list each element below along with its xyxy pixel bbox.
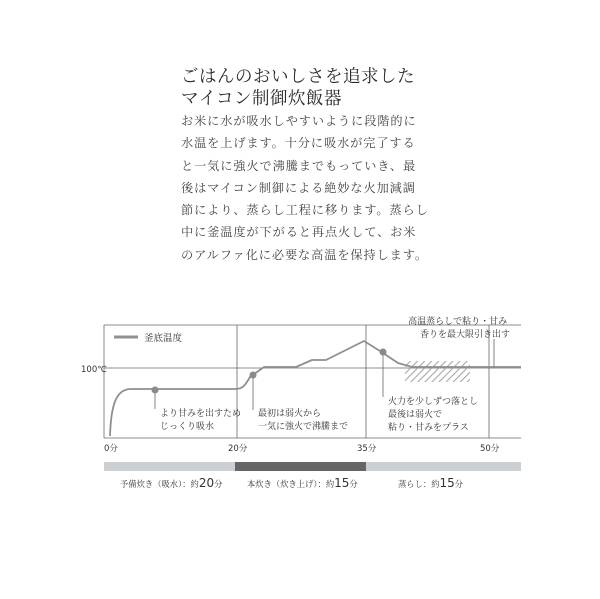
x-tick-label: 20分 [228, 444, 248, 454]
phase-unit: 分 [349, 479, 358, 489]
annotation-soak-line: じっくり吸水 [160, 422, 215, 432]
phase-label-cooking [247, 476, 358, 490]
annotation-soak-line: より甘みを出すため [160, 409, 242, 419]
annotation-steam-line: 香りを最大限引き出す [419, 330, 510, 340]
y-label-100c: 100℃ [81, 365, 107, 375]
annotation-fire-line: 火力を少しずつ落とし [388, 397, 479, 407]
marker-fire [380, 349, 387, 356]
description-line: のアルファ化に必要な高温を保持します。 [181, 247, 428, 262]
phase-bar-cooking [235, 462, 366, 471]
phase-unit: 分 [214, 479, 223, 489]
headline-line: ごはんのおいしさを追求した [181, 67, 415, 87]
x-tick-label: 0分 [104, 444, 118, 454]
marker-boil [250, 372, 257, 379]
annotation-boil-line: 最初は弱火から [258, 409, 322, 419]
x-tick-label: 50分 [480, 444, 500, 454]
phase-amount: 15 [439, 476, 455, 490]
phase-amount: 15 [334, 476, 350, 490]
phase-amount: 20 [198, 476, 215, 490]
phase-unit: 分 [454, 479, 464, 489]
description-line: 中に釜温度が下がると再点火して、お米 [181, 225, 417, 240]
marker-soak [152, 387, 159, 394]
phase-label-presoak [120, 476, 223, 490]
annotation-steam [408, 315, 510, 340]
steaming-hatch [405, 361, 470, 382]
annotation-boil [258, 407, 348, 432]
x-tick-label: 35分 [357, 444, 377, 454]
headline-line: マイコン制御炊飯器 [181, 89, 342, 109]
description-line: 水温を上げます。十分に吸水が完了する [181, 136, 416, 151]
phase-label-text: 本炊き（炊き上げ）：約 [247, 479, 335, 489]
annotation-boil-line: 一気に強火で沸騰まで [258, 422, 349, 432]
phase-label-text: 蒸らし：約 [398, 479, 440, 489]
phase-label-steaming [398, 476, 464, 490]
phase-bar-steaming [366, 462, 521, 471]
description-line: と一気に強火で沸騰までもっていき、最 [181, 158, 417, 173]
phase-label-text: 予備炊き（吸水）：約 [120, 479, 199, 489]
annotation-fire-line: 最後は弱火で [388, 410, 443, 420]
description-line: お米に水が吸水しやすいように段階的に [181, 114, 417, 128]
description-line: 節により、蒸らし工程に移ります。蒸らし [181, 203, 429, 218]
legend-label: 釜底温度 [144, 333, 183, 344]
description-line: 後はマイコン制御による絶妙な火加減調 [181, 180, 416, 195]
annotation-soak [160, 407, 244, 432]
annotation-fire-line: 粘り・甘みをプラス [388, 423, 469, 433]
annotation-fire [388, 395, 481, 433]
annotation-steam-line: 高温蒸らしで粘り・甘み [408, 317, 508, 327]
phase-bar-presoak [104, 462, 235, 471]
